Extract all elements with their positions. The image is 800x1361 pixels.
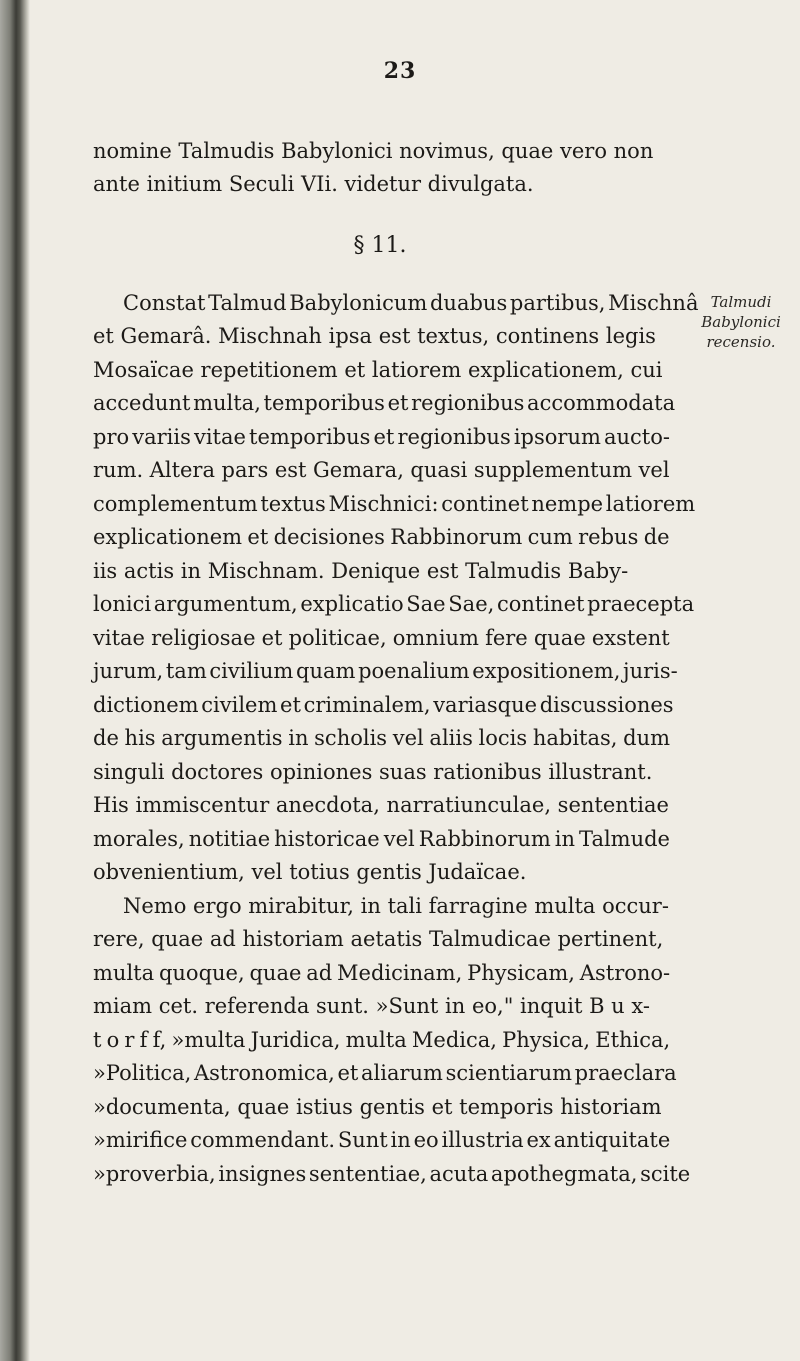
text-line: pro variis vitae temporibus et regionibus ipsorum aucto- — [93, 425, 670, 449]
text-line: singuli doctores opiniones suas rationibus illustrant. — [93, 760, 653, 784]
text-line: »proverbia, insignes sententiae, acuta apothegmata, scite — [93, 1162, 691, 1186]
text-line: ante initium Seculi VIi. videtur divulgata. — [93, 172, 534, 196]
marginal-note-line: Talmudi — [710, 293, 772, 311]
text-line: et Gemarâ. Mischnah ipsa est textus, continens legis — [93, 324, 656, 348]
text-line: Nemo ergo mirabitur, in tali farragine multa occur- — [123, 894, 669, 918]
text-line: His immiscentur anecdota, narratiunculae, sententiae — [93, 793, 669, 817]
text-line: miam cet. referenda sunt. »Sunt in eo," inquit B u x- — [93, 994, 650, 1018]
marginal-note — [690, 292, 792, 352]
text-line: obvenientium, vel totius gentis Judaïcae. — [93, 860, 527, 884]
text-line: t o r f f, »multa Juridica, multa Medica, Physica, Ethica, — [93, 1028, 671, 1052]
text-line: Constat Talmud Babylonicum duabus partibus, Mischnâ — [123, 291, 699, 315]
text-line: explicationem et decisiones Rabbinorum cum rebus de — [93, 525, 670, 549]
text-line: »mirifice commendant. Sunt in eo illustria ex antiquitate — [93, 1128, 671, 1152]
text-line: lonici argumentum, explicatio Sae Sae, continet praecepta — [93, 592, 695, 616]
text-line: vitae religiosae et politicae, omnium fere quae exstent — [93, 626, 670, 650]
text-line: morales, notitiae historicae vel Rabbinorum in Talmude — [93, 827, 670, 851]
book-spine — [0, 0, 30, 1361]
marginal-note-line: recensio. — [706, 333, 776, 351]
text-line: multa quoque, quae ad Medicinam, Physicam, Astrono- — [93, 961, 671, 985]
text-line: rum. Altera pars est Gemara, quasi supplementum vel — [93, 458, 670, 482]
text-line: complementum textus Mischnici: continet nempe latiorem — [93, 492, 696, 516]
page-number: 23 — [383, 58, 417, 84]
marginal-note-line: Babylonici — [701, 313, 781, 331]
text-line: nomine Talmudis Babylonici novimus, quae vero non — [93, 139, 654, 163]
text-line: jurum, tam civilium quam poenalium expositionem, juris- — [93, 659, 678, 683]
text-line: »documenta, quae istius gentis et temporis historiam — [93, 1095, 662, 1119]
text-line: Mosaïcae repetitionem et latiorem explicationem, cui — [93, 358, 663, 382]
text-line: iis actis in Mischnam. Denique est Talmudis Baby- — [93, 559, 629, 583]
text-line: »Politica, Astronomica, et aliarum scientiarum praeclara — [93, 1061, 677, 1085]
text-line: dictionem civilem et criminalem, variasque discussiones — [93, 693, 674, 717]
text-line: rere, quae ad historiam aetatis Talmudicae pertinent, — [93, 927, 664, 951]
section-heading: § 11. — [353, 233, 407, 258]
text-line: de his argumentis in scholis vel aliis locis habitas, dum — [93, 726, 671, 750]
text-line: accedunt multa, temporibus et regionibus accommodata — [93, 391, 676, 415]
